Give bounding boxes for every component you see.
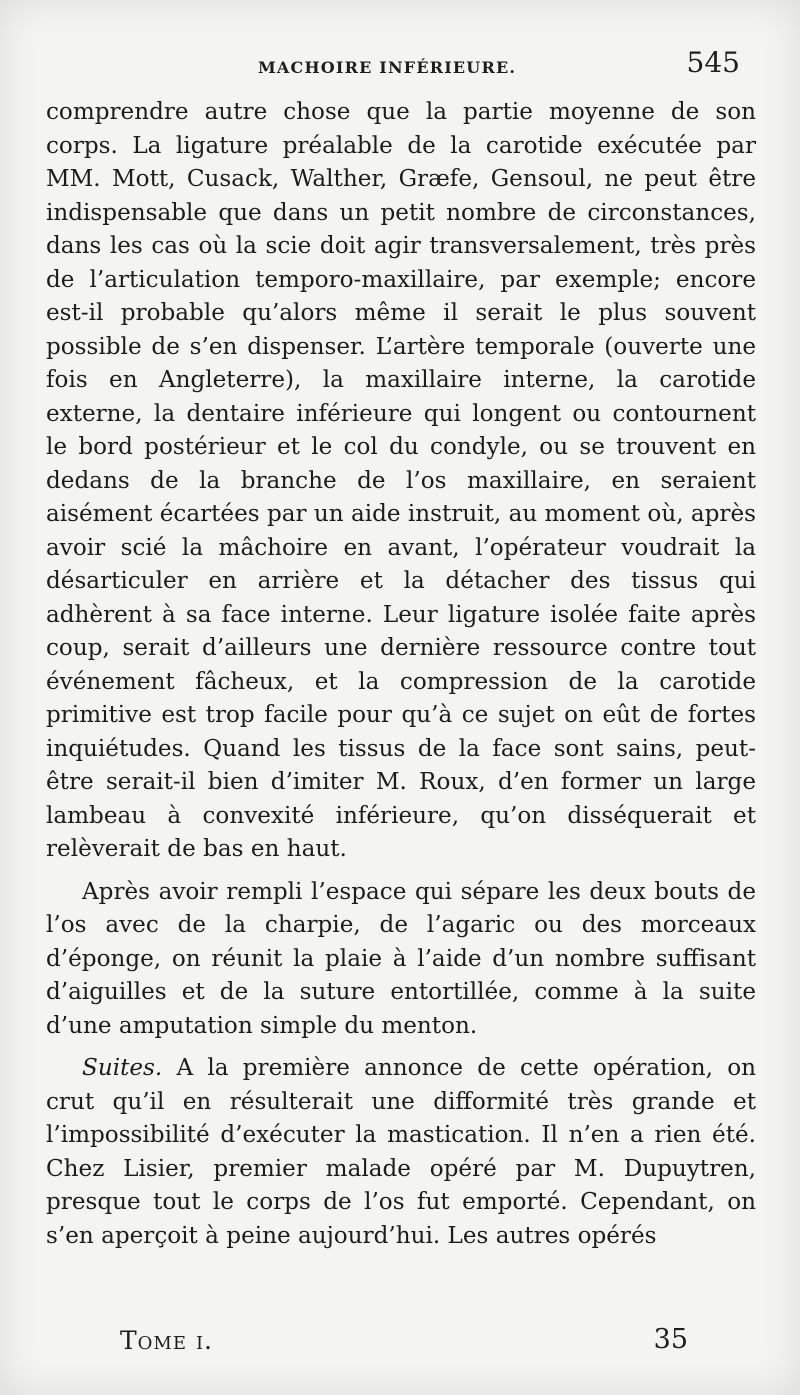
- signature-mark: 35: [653, 1324, 688, 1355]
- section-label: Suites.: [82, 1055, 163, 1081]
- body-text: [46, 96, 756, 1253]
- page-number: 545: [686, 46, 740, 79]
- page-footer: [48, 1322, 748, 1362]
- paragraph-text: A la première annonce de cette opération, on crut qu’il en résulterait une difformité très grande et l’impossibilité d’exécuter la mastication. Il n’en a rien été. Chez Lisier, premier malade opéré par M. Dupuytren, presque tout le corps de l’os fut emporté. Cependant, on s’en aperçoit à peine aujourd’hui. Les autres opérés: [46, 1055, 756, 1249]
- paragraph: [46, 1052, 756, 1253]
- page-header: [48, 44, 748, 84]
- running-head: MACHOIRE INFÉRIEURE.: [258, 58, 517, 77]
- volume-label: Tome i.: [120, 1326, 214, 1355]
- paragraph: comprendre autre chose que la partie moyenne de son corps. La ligature préalable de la carotide exécutée par MM. Mott, Cusack, Walther, Græfe, Gensoul, ne peut être indispensable que dans un petit nombre de circonstances, dans les cas où la scie doit agir transversalement, très près de l’articulation temporo-maxillaire, par exemple; encore est-il probable qu’alors même il serait le plus souvent possible de s’en dispenser. L’artère temporale (ouverte une fois en Angleterre), la maxillaire interne, la carotide externe, la dentaire inférieure qui longent ou contournent le bord postérieur et le col du condyle, ou se trouvent en dedans de la branche de l’os maxillaire, en seraient aisément écartées par un aide instruit, au moment où, après avoir scié la mâchoire en avant, l’opérateur voudrait la désarticuler en arrière et la détacher des tissus qui adhèrent à sa face interne. Leur ligature isolée faite après coup, serait d’ailleurs une dernière ressource contre tout événement fâcheux, et la compression de la carotide primitive est trop facile pour qu’à ce sujet on eût de fortes inquiétudes. Quand les tissus de la face sont sains, peut-être serait-il bien d’imiter M. Roux, d’en former un large lambeau à convexité inférieure, qu’on disséquerait et relèverait de bas en haut.: [46, 99, 756, 862]
- paragraph: Après avoir rempli l’espace qui sépare les deux bouts de l’os avec de la charpie, de l’agaric ou des morceaux d’éponge, on réunit la plaie à l’aide d’un nombre suffisant d’aiguilles et de la suture entortillée, comme à la suite d’une amputation simple du menton.: [46, 878, 756, 1039]
